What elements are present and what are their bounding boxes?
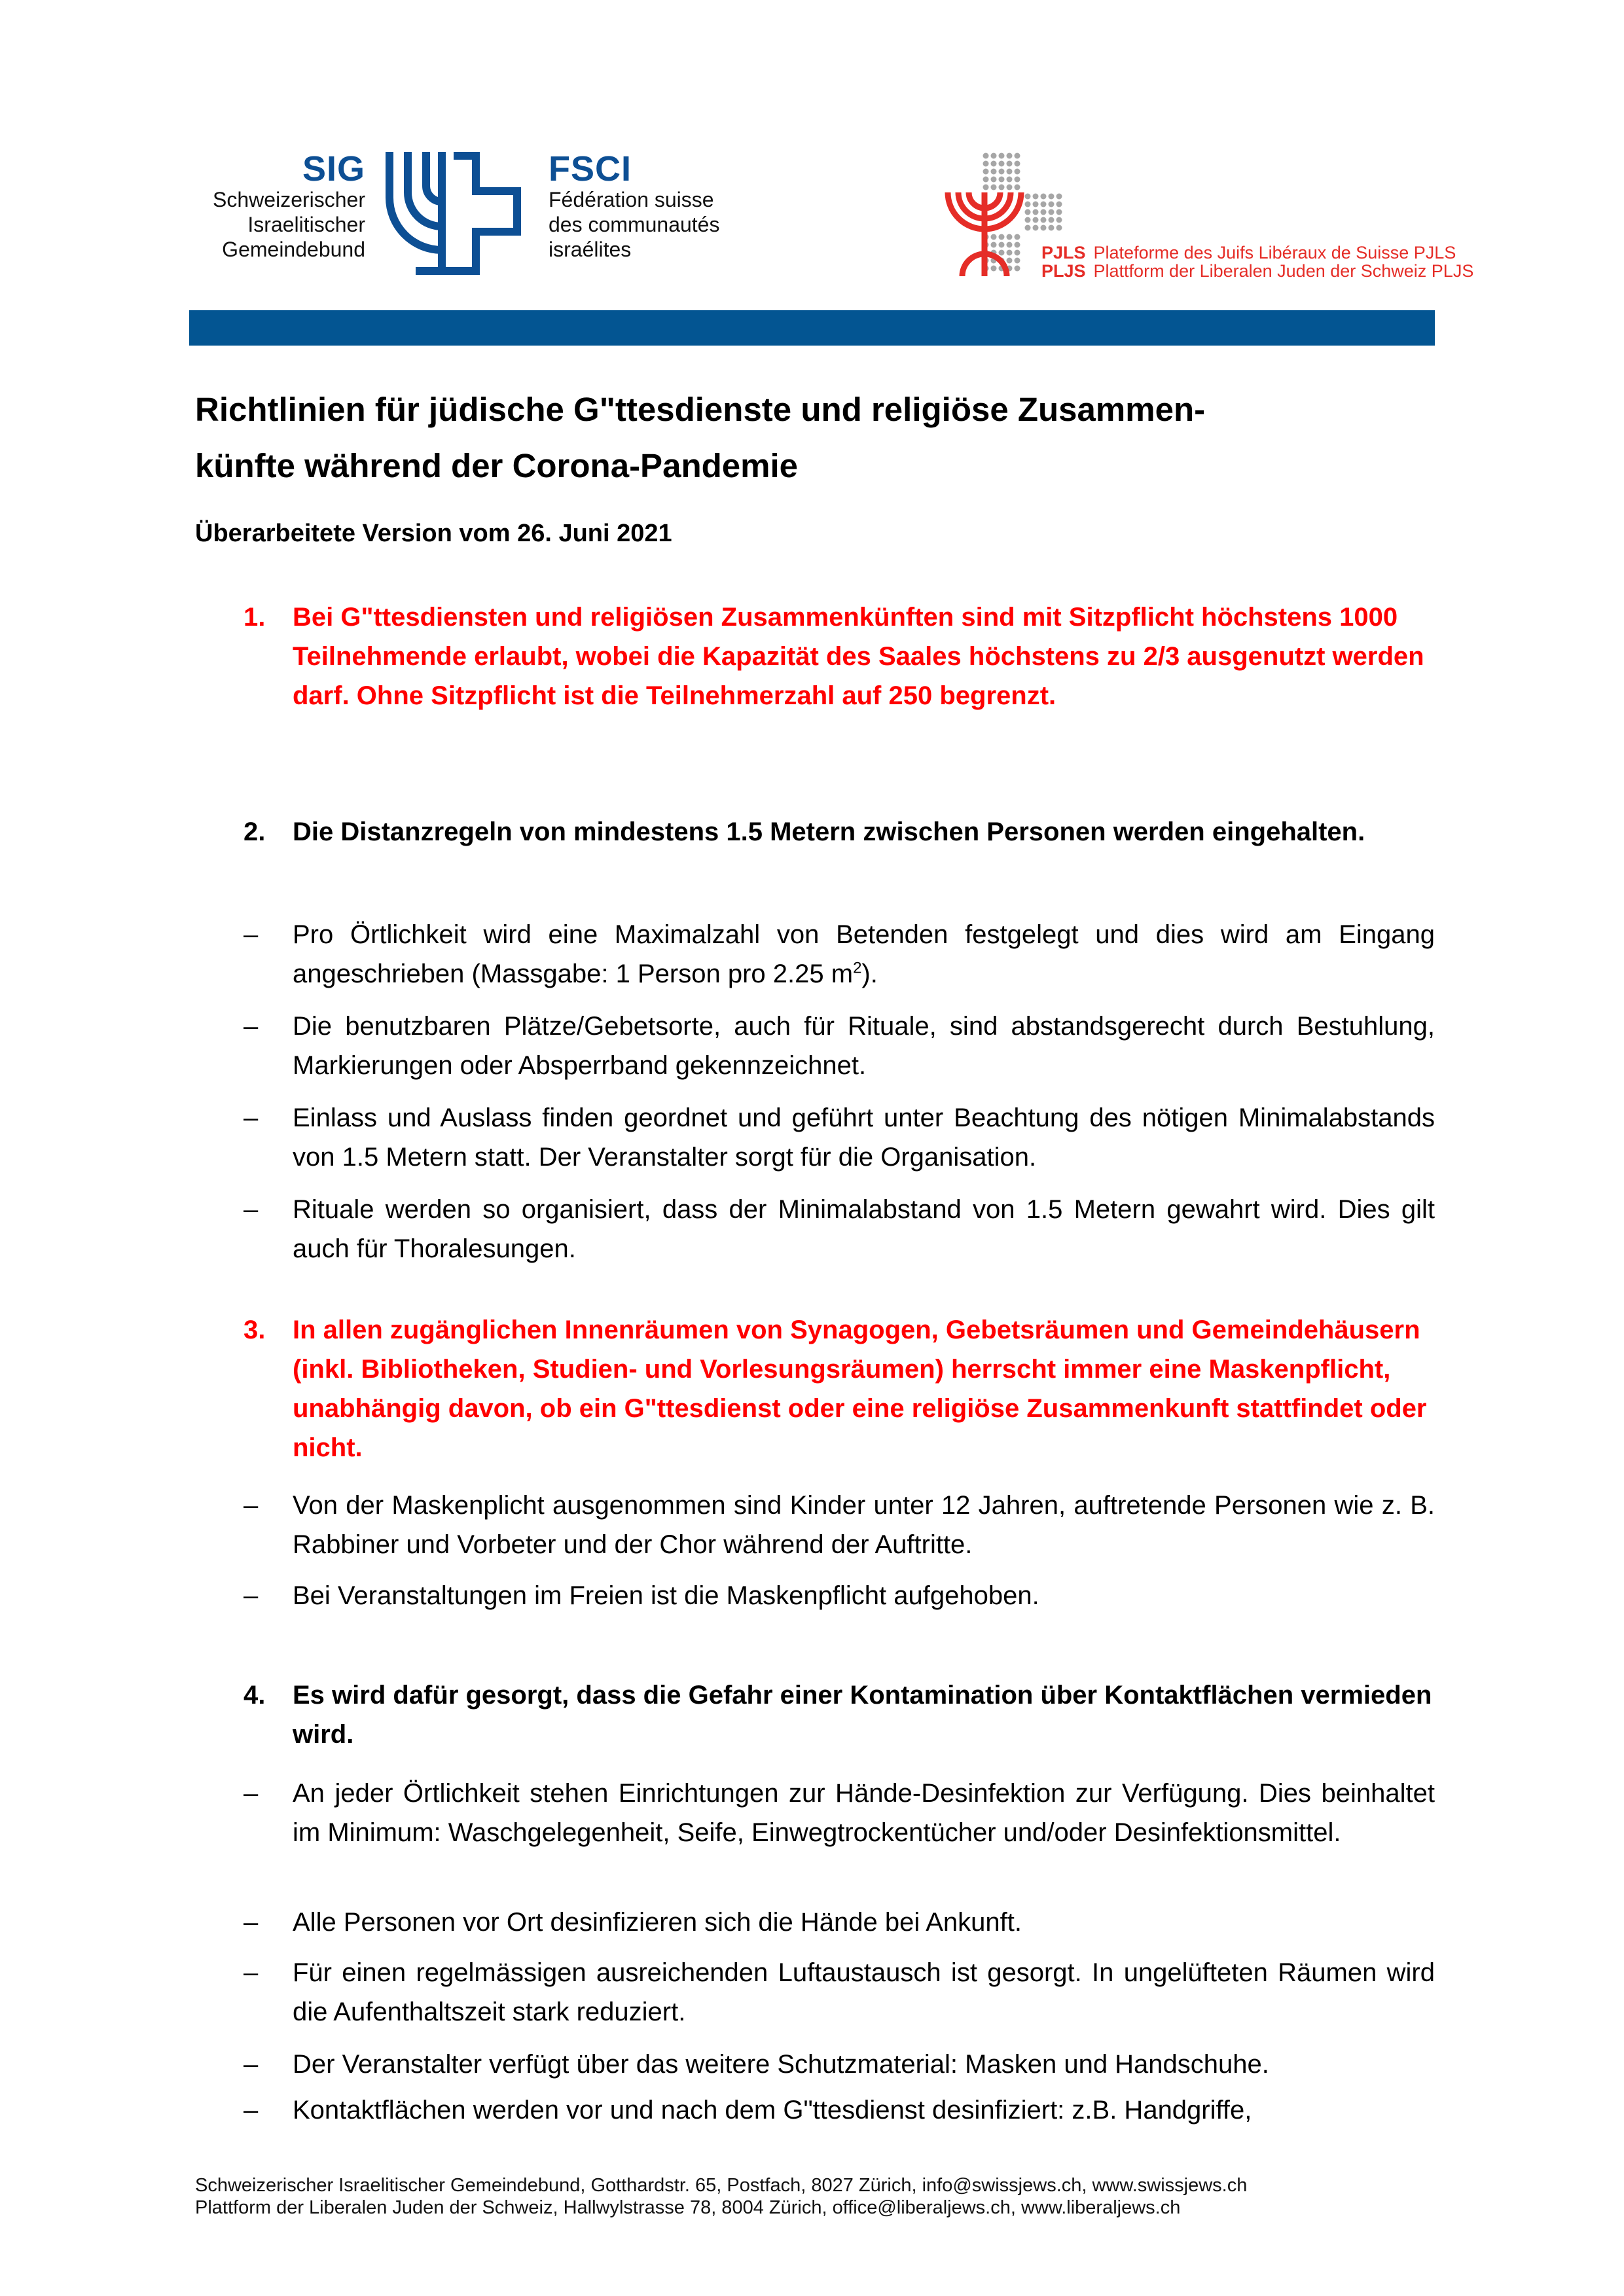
pljs-name-german: Plattform der Liberalen Juden der Schweiz PLJS: [1093, 261, 1474, 281]
bullet-item: [244, 1576, 1435, 1615]
pjls-line-french: [1041, 243, 1473, 262]
sig-name-line: Schweizerischer: [213, 188, 365, 211]
bullet-item: [244, 2090, 1435, 2130]
bullet-text: Rituale werden so organisiert, dass der Minimalabstand von 1.5 Metern gewahrt wird. Dies gilt auch für Thoralesungen.: [293, 1195, 1435, 1263]
sig-abbreviation: SIG: [302, 149, 365, 188]
item-heading: Die Distanzregeln von mindestens 1.5 Metern zwischen Personen werden eingehalten.: [293, 817, 1365, 846]
bullet-text: Pro Örtlichkeit wird eine Maximalzahl von Betenden festgelegt und dies wird am Eingang angeschrieben (Massgabe: 1 Person pro 2.25 $m^2$).: [293, 920, 1435, 988]
page-footer: [195, 2174, 1247, 2219]
item-heading: Bei G"ttesdiensten und religiösen Zusammenkünften sind mit Sitzpflicht höchstens 1000 Teilnehmende erlaubt, wobei die Kapazität des Saales höchstens zu 2/3 ausgenutzt werden darf. Ohne Sitzpflicht ist die Teilnehmerzahl auf 250 begrenzt.: [293, 603, 1424, 710]
bullet-text: Von der Maskenplicht ausgenommen sind Kinder unter 12 Jahren, auftretende Personen wie z. B. Rabbiner und Vorbeter und der Chor während der Auftritte.: [293, 1491, 1435, 1559]
guideline-item-2: [244, 812, 1435, 852]
pljs-abbreviation: PLJS: [1041, 261, 1086, 281]
dash-bullet-icon: –: [244, 920, 259, 949]
bullet-item: [244, 1190, 1435, 1268]
bullet-text: Die benutzbaren Plätze/Gebetsorte, auch für Rituale, sind abstandsgerecht durch Bestuhlung, Markierungen oder Absperrband gekennzeichnet.: [293, 1012, 1435, 1080]
pjls-logo-text: [1041, 243, 1473, 280]
footer-address-pljs: Plattform der Liberalen Juden der Schweiz, Hallwylstrasse 78, 8004 Zürich, office@liberaljews.ch, www.liberaljews.ch: [195, 2197, 1181, 2218]
bullet-item: [244, 2045, 1435, 2084]
guideline-item-4: [244, 1676, 1435, 1754]
bullet-item: [244, 1774, 1435, 1852]
sig-logo-text: [195, 151, 365, 262]
document-title: [195, 382, 1435, 494]
fsci-name-line: israélites: [549, 238, 632, 261]
bullet-text: Kontaktflächen werden vor und nach dem G"ttesdienst desinfiziert: z.B. Handgriffe,: [293, 2096, 1252, 2125]
item-number: 3.: [244, 1316, 266, 1344]
bullet-text: An jeder Örtlichkeit stehen Einrichtungen zur Hände-Desinfektion zur Verfügung. Dies beinhaltet im Minimum: Waschgelegenheit, Seife, Einwegtrockentücher und/oder Desinfektionsmittel.: [293, 1779, 1435, 1847]
bullet-item: [244, 1098, 1435, 1177]
title-line: künfte während der Corona-Pandemie: [195, 447, 798, 484]
fsci-logo-text: [549, 151, 719, 262]
sig-name-line: Gemeindebund: [222, 238, 365, 261]
fsci-name-line: des communautés: [549, 213, 720, 236]
dash-bullet-icon: –: [244, 1195, 259, 1224]
dash-bullet-icon: –: [244, 1103, 259, 1132]
header-divider-bar: [189, 310, 1435, 346]
bullet-text: Für einen regelmässigen ausreichenden Luftaustausch ist gesorgt. In ungelüfteten Räumen wird die Aufenthaltszeit stark reduziert.: [293, 1958, 1435, 2026]
item-number: 2.: [244, 817, 266, 846]
dash-bullet-icon: –: [244, 1581, 259, 1610]
dash-bullet-icon: –: [244, 1779, 259, 1808]
item-number: 1.: [244, 603, 266, 632]
fsci-name-line: Fédération suisse: [549, 188, 714, 211]
bullet-item: [244, 1007, 1435, 1085]
pjls-name-french: Plateforme des Juifs Libéraux de Suisse PJLS: [1093, 243, 1456, 262]
dash-bullet-icon: –: [244, 1908, 259, 1937]
pjls-abbreviation: PJLS: [1041, 243, 1086, 262]
bullet-item: [244, 915, 1435, 994]
guideline-item-1: [244, 598, 1435, 715]
dash-bullet-icon: –: [244, 1012, 259, 1041]
dash-bullet-icon: –: [244, 2096, 259, 2125]
item-heading: In allen zugänglichen Innenräumen von Synagogen, Gebetsräumen und Gemeindehäusern (inkl. Bibliotheken, Studien- und Vorlesungsräumen) herrscht immer eine Maskenpflicht, unabhängig davon, ob ein G"ttesdienst oder eine religiöse Zusammenkunft stattfindet oder nicht.: [293, 1316, 1427, 1462]
bullet-item: [244, 1903, 1435, 1942]
dash-bullet-icon: –: [244, 1491, 259, 1520]
bullet-item: [244, 1486, 1435, 1564]
footer-address-sig: Schweizerischer Israelitischer Gemeindebund, Gotthardstr. 65, Postfach, 8027 Zürich, info@swissjews.ch, www.swissjews.ch: [195, 2175, 1248, 2196]
pjls-line-german: [1041, 262, 1473, 280]
sig-name-line: Israelitischer: [247, 213, 365, 236]
fsci-abbreviation: FSCI: [549, 149, 632, 188]
bullet-text: Bei Veranstaltungen im Freien ist die Maskenpflicht aufgehoben.: [293, 1581, 1039, 1610]
bullet-text: Der Veranstalter verfügt über das weitere Schutzmaterial: Masken und Handschuhe.: [293, 2050, 1269, 2079]
bullet-item: [244, 1953, 1435, 2032]
item-heading: Es wird dafür gesorgt, dass die Gefahr einer Kontamination über Kontaktflächen vermieden wird.: [293, 1681, 1432, 1749]
sig-menorah-cross-icon: [383, 152, 527, 275]
bullet-text: Alle Personen vor Ort desinfizieren sich die Hände bei Ankunft.: [293, 1908, 1022, 1937]
item-number: 4.: [244, 1681, 266, 1710]
document-version: Überarbeitete Version vom 26. Juni 2021: [195, 520, 672, 547]
bullet-text: Einlass und Auslass finden geordnet und geführt unter Beachtung des nötigen Minimalabstands von 1.5 Metern statt. Der Veranstalter sorgt für die Organisation.: [293, 1103, 1435, 1172]
title-line: Richtlinien für jüdische G"ttesdienste und religiöse Zusammen-: [195, 391, 1206, 428]
dash-bullet-icon: –: [244, 2050, 259, 2079]
guideline-item-3: [244, 1310, 1435, 1467]
dash-bullet-icon: –: [244, 1958, 259, 1987]
